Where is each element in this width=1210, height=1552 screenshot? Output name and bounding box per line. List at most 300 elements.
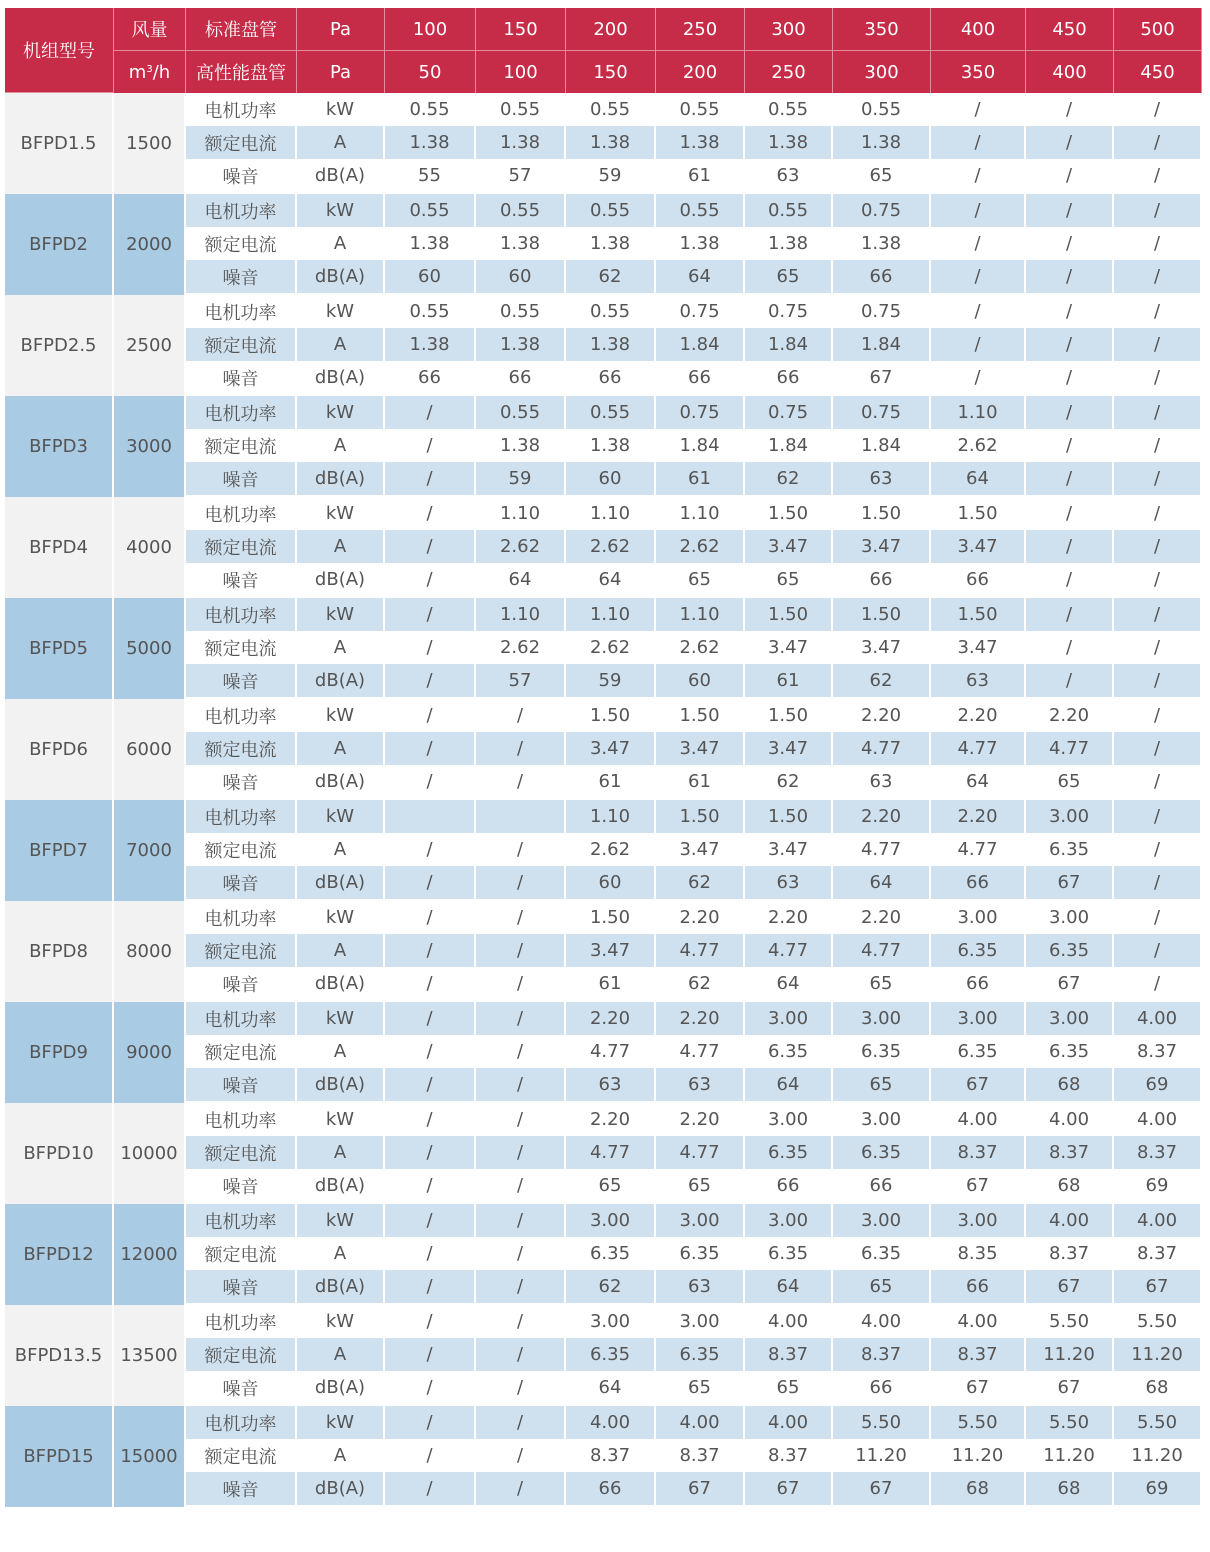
value-cell: /	[1114, 699, 1202, 732]
value-cell: 5.50	[1026, 1305, 1114, 1338]
param-label-cell: 额定电流	[186, 126, 297, 159]
model-name-cell: BFPD7	[5, 800, 114, 901]
value-cell: /	[1026, 260, 1114, 295]
param-label-cell: 额定电流	[186, 227, 297, 260]
value-cell: /	[385, 429, 476, 462]
param-label-cell: 额定电流	[186, 833, 297, 866]
air-flow-cell: 7000	[114, 800, 186, 901]
value-cell: /	[1114, 227, 1202, 260]
param-label-cell: 噪音	[186, 1068, 297, 1103]
value-cell: /	[476, 1270, 566, 1305]
value-cell: 2.62	[566, 631, 656, 664]
value-cell: 65	[1026, 765, 1114, 800]
value-cell: 1.50	[566, 699, 656, 732]
value-cell: 2.62	[476, 530, 566, 563]
value-cell: 1.10	[476, 497, 566, 530]
value-cell: 65	[833, 1068, 931, 1103]
param-label-cell: 额定电流	[186, 1035, 297, 1068]
param-unit-cell: A	[297, 833, 385, 866]
value-cell: 67	[1026, 1270, 1114, 1305]
value-cell: 8.37	[1026, 1136, 1114, 1169]
value-cell: 2.62	[566, 833, 656, 866]
param-unit-cell: A	[297, 1136, 385, 1169]
value-cell: 66	[931, 563, 1026, 598]
value-cell: 67	[1026, 866, 1114, 901]
value-cell: 60	[566, 462, 656, 497]
value-cell: 57	[476, 159, 566, 194]
value-cell: 0.55	[476, 194, 566, 227]
model-name-cell: BFPD10	[5, 1103, 114, 1204]
model-name-cell: BFPD1.5	[5, 93, 114, 194]
value-cell: 1.10	[656, 497, 745, 530]
value-cell: 67	[656, 1472, 745, 1507]
value-cell: /	[385, 1439, 476, 1472]
table-row	[5, 396, 1202, 429]
value-cell: 67	[1114, 1270, 1202, 1305]
value-cell: 5.50	[931, 1406, 1026, 1439]
value-cell: 3.47	[566, 934, 656, 967]
value-cell: 55	[385, 159, 476, 194]
param-unit-cell: kW	[297, 598, 385, 631]
param-unit-cell: dB(A)	[297, 1068, 385, 1103]
value-cell: 5.50	[1114, 1406, 1202, 1439]
value-cell: 6.35	[745, 1237, 833, 1270]
high-perf-pressure: 350	[931, 51, 1026, 93]
standard-pressure: 250	[656, 8, 745, 51]
model-name-cell: BFPD6	[5, 699, 114, 800]
air-flow-cell: 8000	[114, 901, 186, 1002]
table-row	[5, 800, 1202, 833]
param-label-cell: 噪音	[186, 967, 297, 1002]
table-row	[5, 1406, 1202, 1439]
value-cell: /	[1114, 93, 1202, 126]
param-unit-cell: kW	[297, 194, 385, 227]
value-cell: 2.20	[833, 901, 931, 934]
high-perf-pressure: 300	[833, 51, 931, 93]
value-cell: /	[931, 328, 1026, 361]
param-unit-cell: kW	[297, 1103, 385, 1136]
value-cell	[385, 800, 476, 833]
param-unit-cell: dB(A)	[297, 1270, 385, 1305]
param-unit-cell: A	[297, 631, 385, 664]
value-cell: /	[1026, 227, 1114, 260]
value-cell: /	[931, 159, 1026, 194]
value-cell: /	[931, 93, 1026, 126]
value-cell: 1.10	[566, 800, 656, 833]
air-flow-cell: 2000	[114, 194, 186, 295]
value-cell: 0.55	[745, 194, 833, 227]
value-cell: /	[476, 934, 566, 967]
air-flow-cell: 9000	[114, 1002, 186, 1103]
value-cell: 5.50	[1114, 1305, 1202, 1338]
value-cell: 60	[656, 664, 745, 699]
value-cell: 61	[566, 967, 656, 1002]
standard-coil-header: 标准盘管	[186, 8, 297, 51]
param-label-cell: 噪音	[186, 361, 297, 396]
param-unit-cell: dB(A)	[297, 664, 385, 699]
value-cell: 3.00	[656, 1204, 745, 1237]
value-cell: /	[476, 1035, 566, 1068]
value-cell: 61	[745, 664, 833, 699]
value-cell: 0.75	[833, 396, 931, 429]
value-cell: 3.47	[833, 631, 931, 664]
value-cell: 8.35	[931, 1237, 1026, 1270]
param-label-cell: 噪音	[186, 866, 297, 901]
value-cell: /	[1026, 462, 1114, 497]
value-cell: 3.00	[833, 1103, 931, 1136]
high-perf-pressure: 250	[745, 51, 833, 93]
value-cell: 11.20	[1114, 1439, 1202, 1472]
value-cell: 1.84	[656, 429, 745, 462]
param-unit-cell: kW	[297, 1204, 385, 1237]
value-cell: 3.00	[566, 1305, 656, 1338]
value-cell: /	[476, 1169, 566, 1204]
air-flow-cell: 2500	[114, 295, 186, 396]
value-cell: /	[1114, 396, 1202, 429]
value-cell: 4.77	[745, 934, 833, 967]
param-unit-cell: A	[297, 328, 385, 361]
value-cell: 3.47	[745, 631, 833, 664]
value-cell: /	[1114, 194, 1202, 227]
value-cell: 64	[745, 967, 833, 1002]
param-unit-cell: A	[297, 1338, 385, 1371]
table-row	[5, 699, 1202, 732]
value-cell: 3.00	[745, 1002, 833, 1035]
value-cell: /	[1026, 396, 1114, 429]
value-cell: 63	[833, 765, 931, 800]
value-cell: /	[385, 1270, 476, 1305]
param-unit-cell: A	[297, 732, 385, 765]
value-cell: /	[385, 1068, 476, 1103]
value-cell: 66	[745, 1169, 833, 1204]
value-cell: /	[1026, 328, 1114, 361]
value-cell: 67	[931, 1169, 1026, 1204]
value-cell: /	[385, 396, 476, 429]
value-cell: 0.55	[476, 295, 566, 328]
value-cell: 62	[566, 1270, 656, 1305]
value-cell: 65	[833, 159, 931, 194]
value-cell: /	[1114, 530, 1202, 563]
value-cell: /	[476, 901, 566, 934]
value-cell: /	[1026, 664, 1114, 699]
param-unit-cell: kW	[297, 1406, 385, 1439]
param-label-cell: 电机功率	[186, 295, 297, 328]
param-unit-cell: dB(A)	[297, 563, 385, 598]
param-label-cell: 噪音	[186, 1472, 297, 1507]
value-cell: 1.50	[745, 497, 833, 530]
value-cell: 64	[745, 1068, 833, 1103]
value-cell: 6.35	[1026, 1035, 1114, 1068]
value-cell: /	[385, 1002, 476, 1035]
value-cell: 69	[1114, 1472, 1202, 1507]
param-label-cell: 电机功率	[186, 598, 297, 631]
value-cell: 1.84	[745, 429, 833, 462]
value-cell: 2.20	[656, 1103, 745, 1136]
value-cell: 1.38	[476, 227, 566, 260]
value-cell: /	[385, 563, 476, 598]
value-cell: /	[1114, 361, 1202, 396]
model-name-cell: BFPD3	[5, 396, 114, 497]
value-cell: 11.20	[1026, 1338, 1114, 1371]
param-label-cell: 额定电流	[186, 328, 297, 361]
value-cell: 66	[566, 361, 656, 396]
value-cell: 62	[656, 967, 745, 1002]
model-name-cell: BFPD2.5	[5, 295, 114, 396]
value-cell: 6.35	[656, 1338, 745, 1371]
value-cell	[476, 800, 566, 833]
value-cell: 1.10	[656, 598, 745, 631]
value-cell: 69	[1114, 1068, 1202, 1103]
table-row	[5, 901, 1202, 934]
value-cell: 1.38	[476, 126, 566, 159]
value-cell: 1.38	[385, 227, 476, 260]
standard-pressure: 450	[1026, 8, 1114, 51]
param-label-cell: 噪音	[186, 260, 297, 295]
param-label-cell: 电机功率	[186, 1204, 297, 1237]
value-cell: /	[1026, 631, 1114, 664]
value-cell: 0.55	[656, 194, 745, 227]
param-label-cell: 电机功率	[186, 1305, 297, 1338]
value-cell: 66	[833, 1169, 931, 1204]
value-cell: /	[1026, 598, 1114, 631]
value-cell: 62	[745, 462, 833, 497]
value-cell: /	[931, 194, 1026, 227]
value-cell: /	[476, 765, 566, 800]
value-cell: 4.00	[1026, 1103, 1114, 1136]
value-cell: /	[1114, 429, 1202, 462]
value-cell: /	[385, 631, 476, 664]
param-label-cell: 电机功率	[186, 699, 297, 732]
value-cell: /	[931, 260, 1026, 295]
value-cell: 2.62	[931, 429, 1026, 462]
value-cell: /	[1026, 563, 1114, 598]
value-cell: 3.00	[931, 1002, 1026, 1035]
value-cell: /	[931, 126, 1026, 159]
value-cell: 6.35	[833, 1237, 931, 1270]
value-cell: 5.50	[1026, 1406, 1114, 1439]
value-cell: /	[476, 1136, 566, 1169]
param-unit-cell: kW	[297, 93, 385, 126]
value-cell: 2.20	[656, 1002, 745, 1035]
value-cell: 4.00	[833, 1305, 931, 1338]
value-cell: 1.50	[656, 800, 745, 833]
value-cell: 62	[833, 664, 931, 699]
value-cell: 4.00	[1114, 1103, 1202, 1136]
value-cell: 4.77	[566, 1136, 656, 1169]
value-cell: 1.50	[745, 699, 833, 732]
value-cell: /	[931, 227, 1026, 260]
value-cell: 65	[656, 1169, 745, 1204]
param-label-cell: 噪音	[186, 664, 297, 699]
value-cell: 6.35	[1026, 934, 1114, 967]
high-perf-pressure: 50	[385, 51, 476, 93]
model-name-cell: BFPD13.5	[5, 1305, 114, 1406]
param-label-cell: 噪音	[186, 1169, 297, 1204]
value-cell: 65	[566, 1169, 656, 1204]
param-label-cell: 噪音	[186, 1270, 297, 1305]
value-cell: 62	[745, 765, 833, 800]
param-unit-cell: dB(A)	[297, 1472, 385, 1507]
value-cell: 0.55	[656, 93, 745, 126]
value-cell: 3.00	[656, 1305, 745, 1338]
param-unit-cell: dB(A)	[297, 1169, 385, 1204]
value-cell: 2.62	[656, 631, 745, 664]
value-cell: /	[385, 699, 476, 732]
value-cell: 68	[1026, 1068, 1114, 1103]
value-cell: /	[1114, 159, 1202, 194]
value-cell: 1.50	[931, 497, 1026, 530]
model-name-cell: BFPD9	[5, 1002, 114, 1103]
value-cell: /	[385, 1204, 476, 1237]
param-unit-cell: A	[297, 1035, 385, 1068]
value-cell: 3.00	[745, 1204, 833, 1237]
param-unit-cell: A	[297, 1237, 385, 1270]
value-cell: 65	[656, 563, 745, 598]
standard-pressure: 300	[745, 8, 833, 51]
value-cell: /	[1026, 194, 1114, 227]
value-cell: 1.10	[566, 497, 656, 530]
value-cell: 3.47	[745, 530, 833, 563]
standard-pressure: 350	[833, 8, 931, 51]
value-cell: 1.50	[745, 598, 833, 631]
value-cell: /	[1114, 260, 1202, 295]
value-cell: 0.55	[566, 396, 656, 429]
param-label-cell: 额定电流	[186, 732, 297, 765]
standard-pressure: 200	[566, 8, 656, 51]
value-cell: 65	[745, 260, 833, 295]
value-cell: /	[1114, 732, 1202, 765]
value-cell: 1.10	[566, 598, 656, 631]
value-cell: 3.47	[566, 732, 656, 765]
value-cell: 4.77	[1026, 732, 1114, 765]
value-cell: 8.37	[931, 1136, 1026, 1169]
value-cell: /	[1114, 866, 1202, 901]
value-cell: 1.50	[656, 699, 745, 732]
value-cell: 3.00	[833, 1204, 931, 1237]
value-cell: 66	[476, 361, 566, 396]
param-unit-cell: A	[297, 1439, 385, 1472]
value-cell: 4.00	[931, 1103, 1026, 1136]
value-cell: 64	[476, 563, 566, 598]
param-unit-cell: kW	[297, 699, 385, 732]
value-cell: /	[1026, 295, 1114, 328]
value-cell: /	[1114, 462, 1202, 497]
value-cell: /	[476, 1305, 566, 1338]
value-cell: 61	[656, 159, 745, 194]
table-row	[5, 194, 1202, 227]
param-label-cell: 电机功率	[186, 901, 297, 934]
value-cell: 0.75	[745, 295, 833, 328]
value-cell: 0.55	[566, 194, 656, 227]
value-cell: 2.20	[833, 699, 931, 732]
param-label-cell: 额定电流	[186, 1136, 297, 1169]
value-cell: 1.38	[476, 328, 566, 361]
value-cell: 4.77	[833, 833, 931, 866]
pressure-unit-header: Pa	[297, 51, 385, 93]
value-cell: 67	[931, 1371, 1026, 1406]
value-cell: /	[476, 1237, 566, 1270]
table-row	[5, 1305, 1202, 1338]
value-cell: /	[476, 1204, 566, 1237]
value-cell: /	[1026, 93, 1114, 126]
value-cell: 64	[745, 1270, 833, 1305]
value-cell: 2.20	[931, 800, 1026, 833]
pressure-unit-header: Pa	[297, 8, 385, 51]
value-cell: 8.37	[833, 1338, 931, 1371]
value-cell: 0.55	[566, 93, 656, 126]
air-flow-cell: 1500	[114, 93, 186, 194]
model-name-cell: BFPD4	[5, 497, 114, 598]
value-cell: 60	[476, 260, 566, 295]
value-cell: 63	[566, 1068, 656, 1103]
value-cell: 4.77	[656, 1035, 745, 1068]
param-label-cell: 电机功率	[186, 1103, 297, 1136]
param-label-cell: 噪音	[186, 462, 297, 497]
value-cell: 6.35	[566, 1237, 656, 1270]
value-cell: /	[1114, 833, 1202, 866]
value-cell: /	[1026, 126, 1114, 159]
value-cell: 1.10	[476, 598, 566, 631]
value-cell: 4.00	[745, 1305, 833, 1338]
param-label-cell: 噪音	[186, 563, 297, 598]
value-cell: 6.35	[745, 1136, 833, 1169]
high-perf-coil-header: 高性能盘管	[186, 51, 297, 93]
value-cell: 0.55	[385, 194, 476, 227]
value-cell: 66	[833, 1371, 931, 1406]
value-cell: 3.00	[833, 1002, 931, 1035]
model-name-cell: BFPD2	[5, 194, 114, 295]
value-cell: 11.20	[833, 1439, 931, 1472]
value-cell: 63	[931, 664, 1026, 699]
param-label-cell: 额定电流	[186, 1338, 297, 1371]
value-cell: 8.37	[566, 1439, 656, 1472]
param-unit-cell: kW	[297, 497, 385, 530]
table-row	[5, 93, 1202, 126]
high-perf-pressure: 450	[1114, 51, 1202, 93]
param-label-cell: 电机功率	[186, 800, 297, 833]
value-cell: 0.55	[833, 93, 931, 126]
value-cell: 66	[833, 563, 931, 598]
value-cell: 67	[833, 361, 931, 396]
value-cell: 3.47	[931, 530, 1026, 563]
table-row	[5, 1103, 1202, 1136]
value-cell: 1.38	[656, 227, 745, 260]
value-cell: /	[476, 866, 566, 901]
value-cell: 66	[656, 361, 745, 396]
air-flow-cell: 12000	[114, 1204, 186, 1305]
value-cell: 67	[745, 1472, 833, 1507]
value-cell: 4.77	[833, 934, 931, 967]
value-cell: 65	[833, 967, 931, 1002]
value-cell: /	[385, 1103, 476, 1136]
value-cell: 5.50	[833, 1406, 931, 1439]
value-cell: 1.50	[566, 901, 656, 934]
value-cell: 1.38	[833, 227, 931, 260]
value-cell: /	[385, 1406, 476, 1439]
value-cell: 0.55	[566, 295, 656, 328]
value-cell: 1.50	[833, 598, 931, 631]
value-cell: 2.62	[656, 530, 745, 563]
value-cell: 63	[833, 462, 931, 497]
table-row	[5, 1002, 1202, 1035]
value-cell: 2.20	[656, 901, 745, 934]
value-cell: /	[476, 1338, 566, 1371]
table-row	[5, 1204, 1202, 1237]
value-cell: 11.20	[931, 1439, 1026, 1472]
value-cell: 1.38	[385, 328, 476, 361]
param-unit-cell: kW	[297, 396, 385, 429]
value-cell: /	[476, 732, 566, 765]
